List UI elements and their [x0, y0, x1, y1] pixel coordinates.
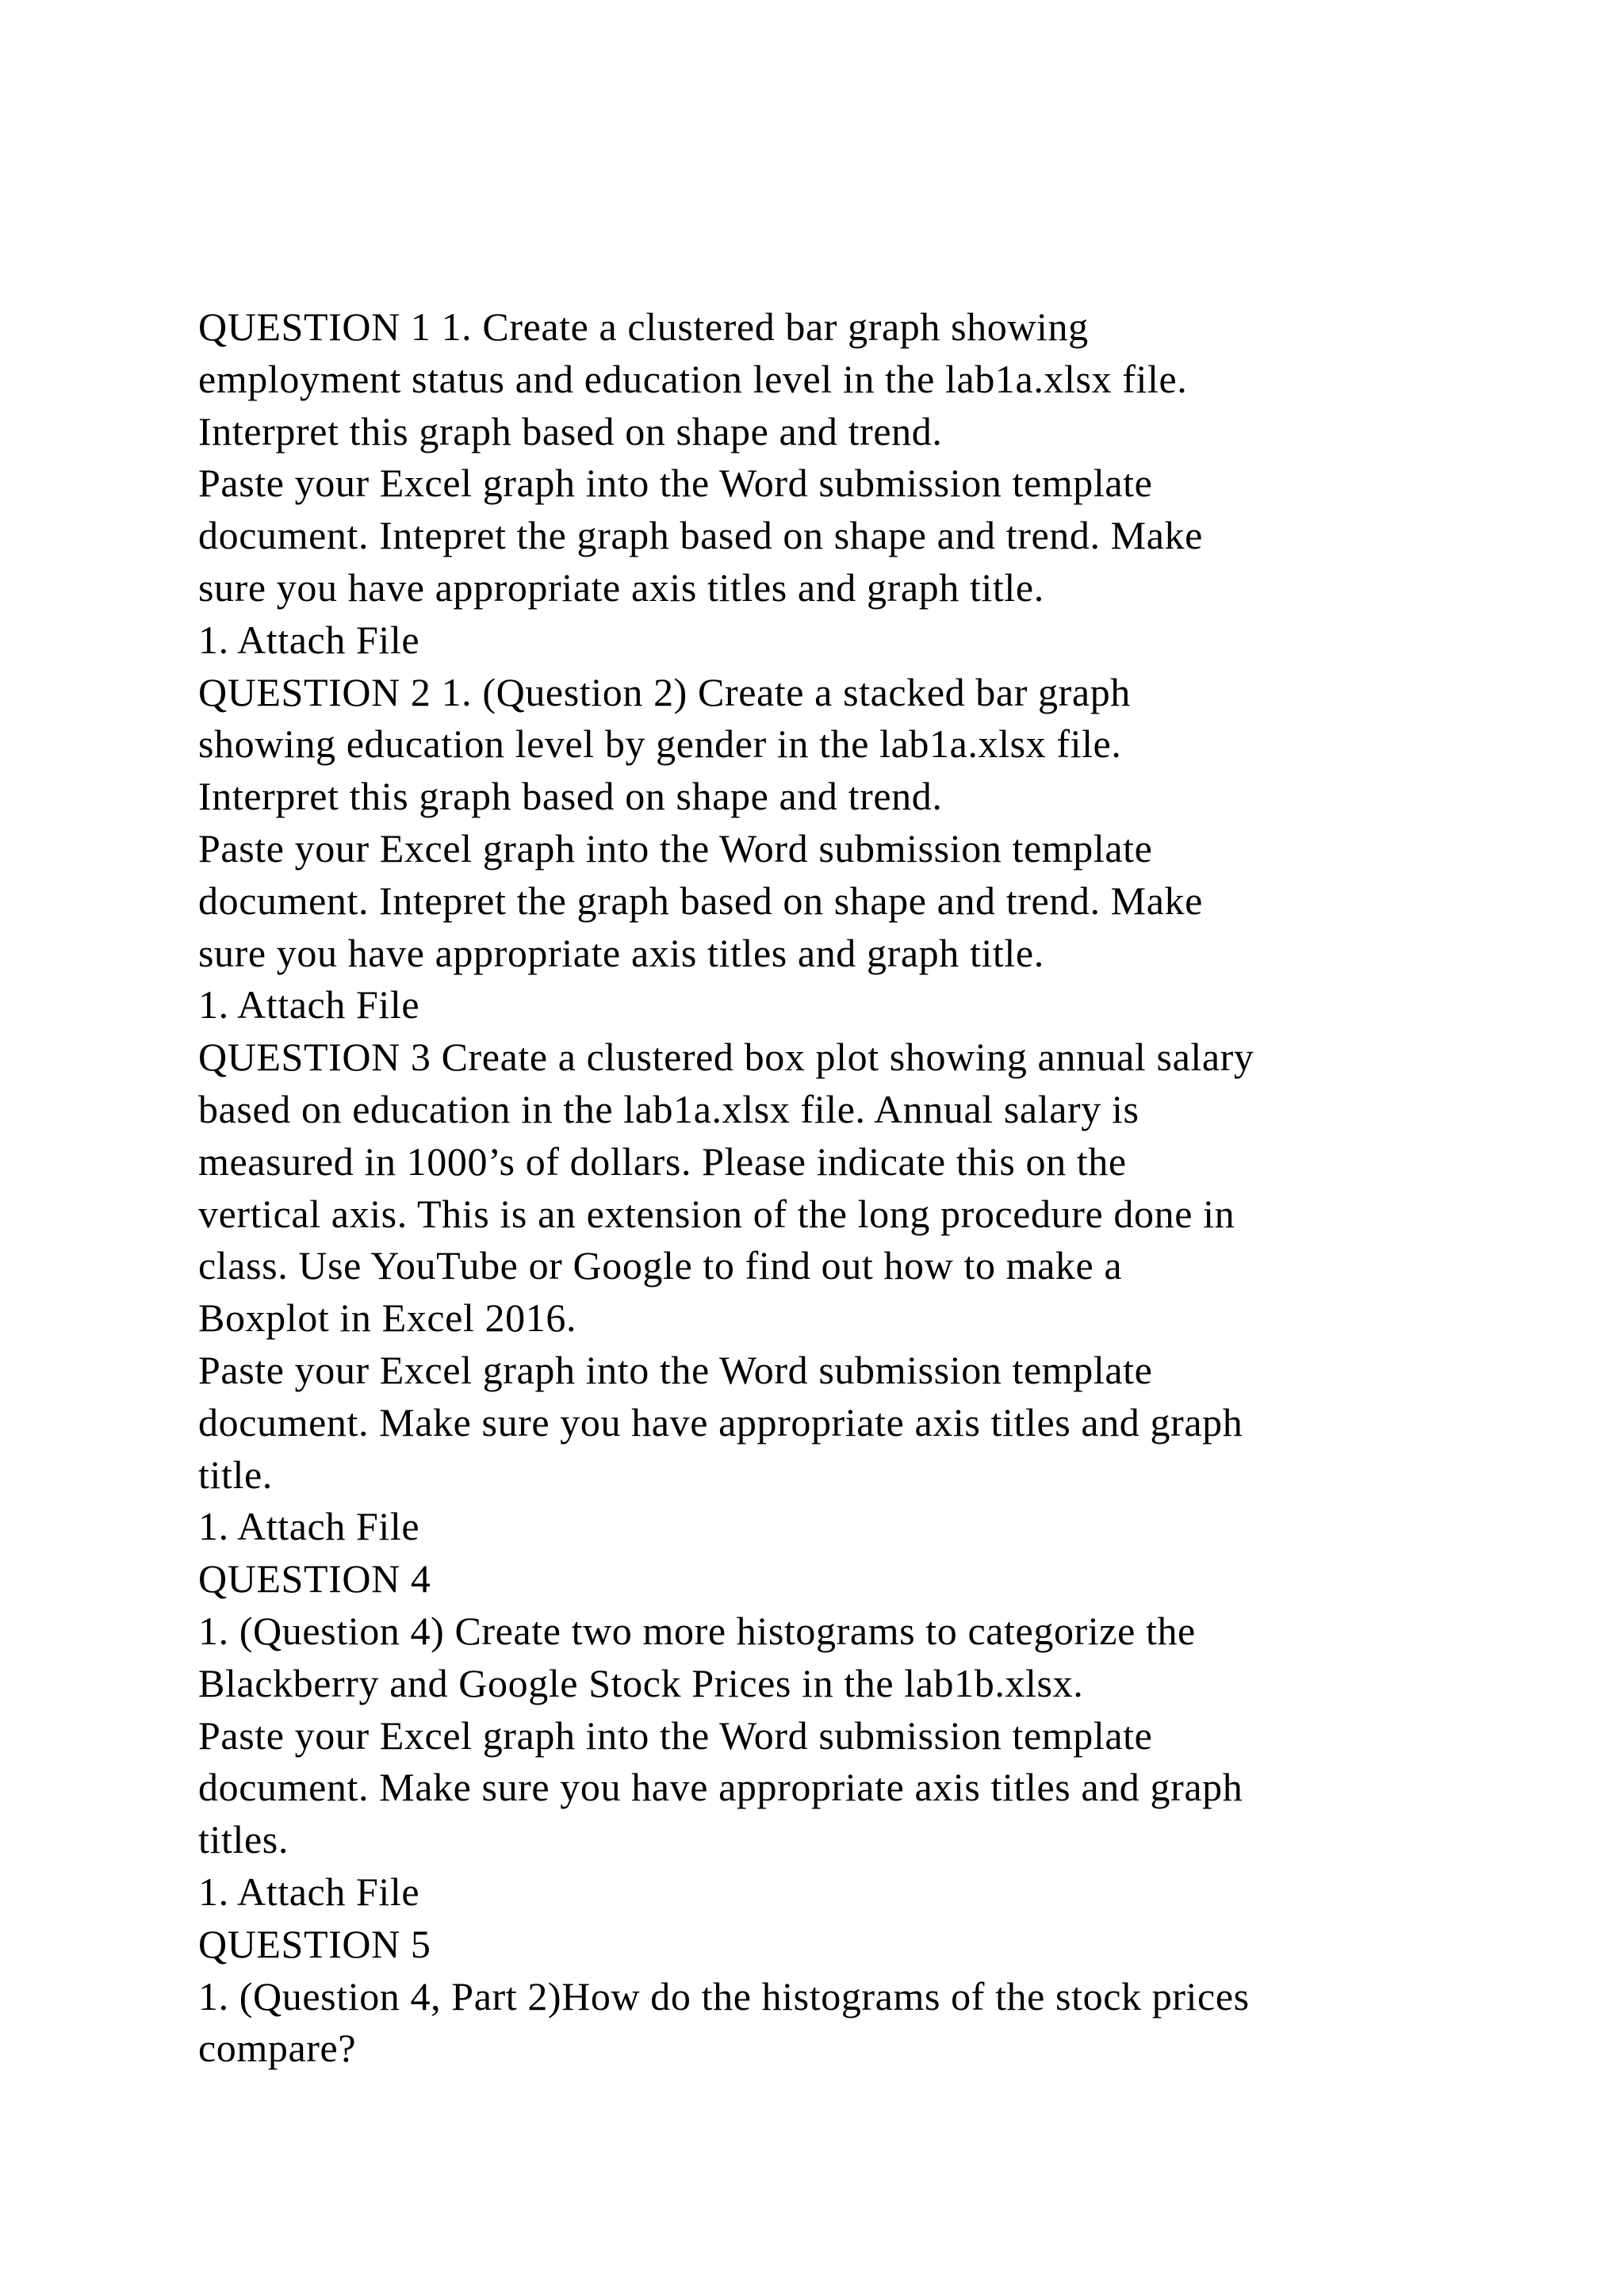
- text-line: QUESTION 2 1. (Question 2) Create a stacked bar graph: [198, 669, 1131, 714]
- text-line: document. Make sure you have appropriate axis titles and graph: [198, 1399, 1243, 1445]
- text-line: QUESTION 4: [198, 1556, 431, 1601]
- text-line: Paste your Excel graph into the Word submission template: [198, 461, 1153, 506]
- text-line: showing education level by gender in the lab1a.xlsx file.: [198, 721, 1122, 767]
- text-line: class. Use YouTube or Google to find out how to make a: [198, 1243, 1123, 1288]
- text-line: based on education in the lab1a.xlsx file. Annual salary is: [198, 1086, 1139, 1131]
- text-line: QUESTION 1 1. Create a clustered bar graph showing: [198, 304, 1089, 349]
- text-line: measured in 1000’s of dollars. Please indicate this on the: [198, 1138, 1127, 1184]
- text-line: document. Intepret the graph based on shape and trend. Make: [198, 513, 1203, 558]
- text-line: 1. Attach File: [198, 1504, 420, 1549]
- text-line: document. Intepret the graph based on shape and trend. Make: [198, 878, 1203, 923]
- text-line: 1. (Question 4, Part 2)How do the histograms of the stock prices: [198, 1973, 1250, 2019]
- text-line: employment status and education level in the lab1a.xlsx file.: [198, 356, 1188, 401]
- text-line: Boxplot in Excel 2016.: [198, 1295, 577, 1341]
- text-line: 1. Attach File: [198, 617, 420, 662]
- text-line: compare?: [198, 2026, 357, 2071]
- text-line: Blackberry and Google Stock Prices in the lab1b.xlsx.: [198, 1660, 1084, 1705]
- text-line: Paste your Excel graph into the Word submission template: [198, 1712, 1153, 1758]
- text-line: title.: [198, 1452, 273, 1497]
- text-line: 1. Attach File: [198, 982, 420, 1027]
- text-line: Paste your Excel graph into the Word submission template: [198, 1347, 1153, 1392]
- text-line: sure you have appropriate axis titles and graph title.: [198, 564, 1044, 610]
- text-line: document. Make sure you have appropriate axis titles and graph: [198, 1765, 1243, 1810]
- text-line: Interpret this graph based on shape and trend.: [198, 408, 943, 453]
- text-line: QUESTION 3 Create a clustered box plot showing annual salary: [198, 1035, 1254, 1080]
- document-body: [198, 301, 1435, 2075]
- text-line: QUESTION 5: [198, 1921, 431, 1966]
- text-line: 1. Attach File: [198, 1869, 420, 1914]
- text-line: sure you have appropriate axis titles and graph title.: [198, 930, 1044, 975]
- text-line: vertical axis. This is an extension of the long procedure done in: [198, 1191, 1235, 1236]
- text-line: Paste your Excel graph into the Word submission template: [198, 825, 1153, 871]
- text-line: titles.: [198, 1817, 289, 1862]
- text-line: Interpret this graph based on shape and trend.: [198, 774, 943, 819]
- text-line: 1. (Question 4) Create two more histograms to categorize the: [198, 1608, 1196, 1653]
